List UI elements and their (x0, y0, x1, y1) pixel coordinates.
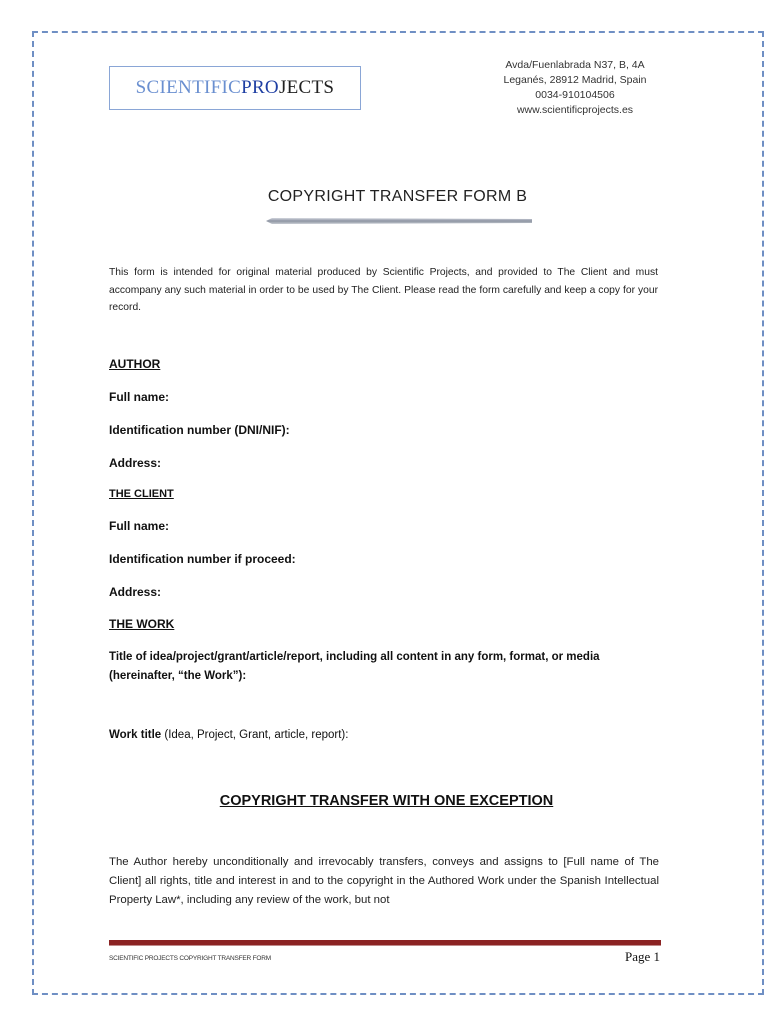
work-title-description-label: Title of idea/project/grant/article/report, including all content in any form, format, or media (hereinafter, “the Work”): (109, 651, 600, 682)
intro-paragraph: This form is intended for original material produced by Scientific Projects, and provided to The Client and must accompany any such material in order to be used by The Client. Please read the form carefully and keep a copy for your record. (109, 267, 658, 313)
copyright-transfer-heading: COPYRIGHT TRANSFER WITH ONE EXCEPTION (219, 793, 554, 809)
company-address (480, 58, 670, 118)
client-address-label: Address: (109, 585, 162, 599)
page-number: Page 1 (624, 949, 660, 964)
company-logo (109, 66, 361, 110)
title-underline-decoration (266, 218, 532, 224)
footer-divider (109, 940, 661, 946)
client-id-number-label: Identification number if proceed: (109, 552, 296, 566)
client-full-name-label: Full name: (109, 519, 170, 533)
address-line-website: www.scientificprojects.es (516, 104, 634, 116)
work-heading: THE WORK (109, 617, 175, 631)
logo-text-end: JECTS (278, 77, 335, 98)
client-heading: THE CLIENT (109, 488, 174, 500)
work-title-field (109, 729, 348, 741)
author-full-name-label: Full name: (109, 390, 170, 404)
form-title: COPYRIGHT TRANSFER FORM B (267, 188, 528, 205)
logo-text-light: SCIENTIFIC (135, 77, 242, 98)
logo-text-dark: PRO (241, 77, 279, 98)
copyright-transfer-body: The Author hereby unconditionally and irrevocably transfers, conveys and assigns to [Full name of The Client] all rights, title and interest in and to the copyright in the Authored Work under the Spanish Intellectual Property Law*, including any review of the work, but not (109, 856, 659, 906)
author-heading: AUTHOR (109, 357, 161, 371)
address-line-phone: 0034-910104506 (535, 89, 615, 101)
page-border (32, 31, 764, 995)
author-address-label: Address: (109, 456, 162, 470)
address-line-street: Avda/Fuenlabrada N37, B, 4A (505, 59, 645, 71)
work-title-label-rest: (Idea, Project, Grant, article, report): (161, 729, 349, 741)
author-id-number-label: Identification number (DNI/NIF): (109, 423, 290, 437)
address-line-city: Leganés, 28912 Madrid, Spain (503, 74, 647, 86)
work-title-label-bold: Work title (109, 729, 162, 741)
footer-document-name: SCIENTIFIC PROJECTS COPYRIGHT TRANSFER FORM (109, 955, 271, 962)
